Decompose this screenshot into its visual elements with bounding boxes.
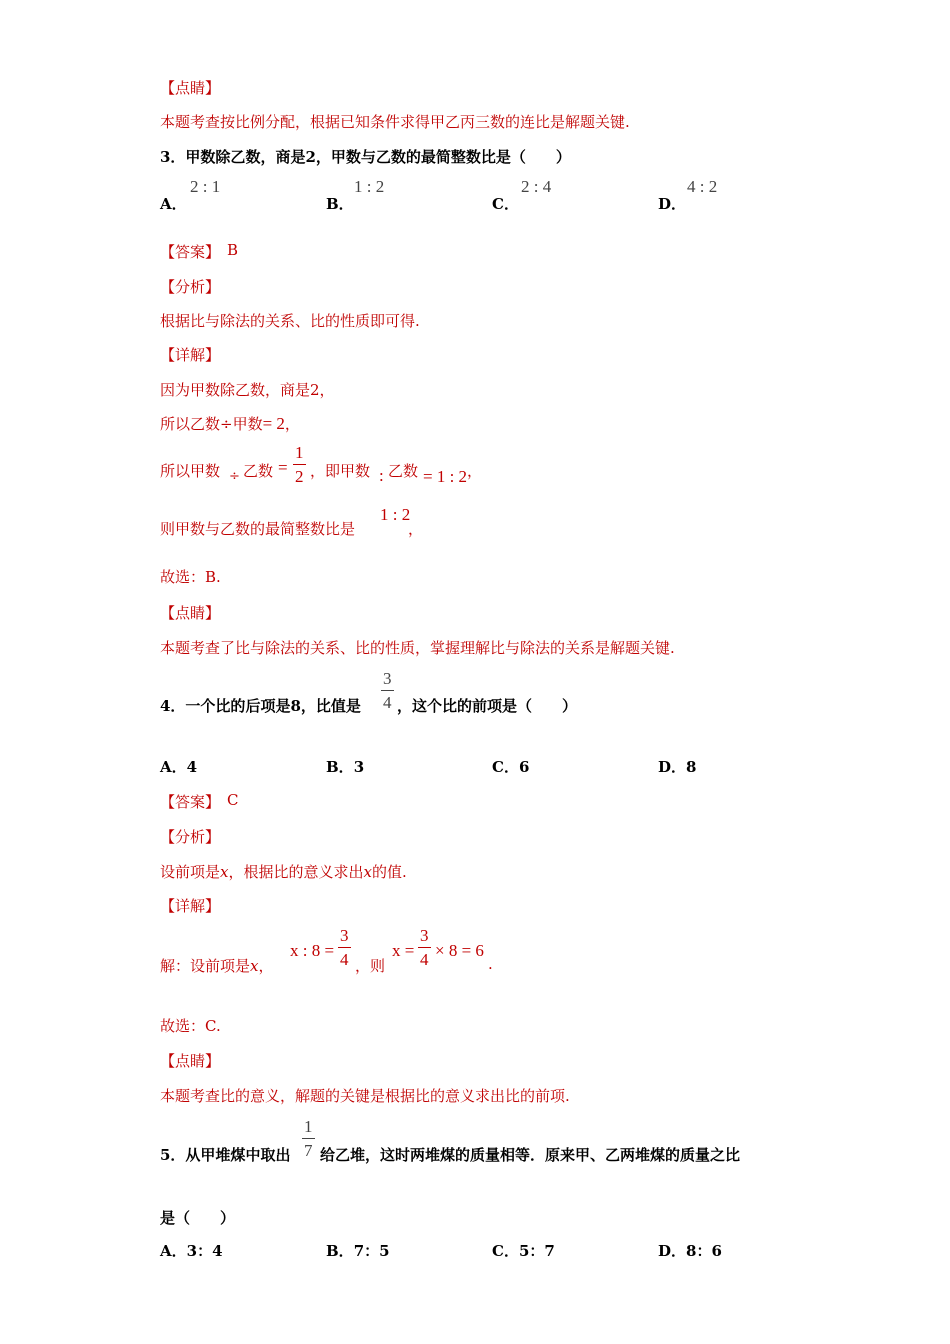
q3-option-a-value: 2 : 1 (190, 177, 221, 196)
q3-line2-text: 所以乙数÷甲数 (160, 415, 263, 433)
q3-line2-end: ， (284, 415, 300, 433)
q4-eq1-fraction (338, 927, 351, 968)
q3-line3-eq: = (278, 458, 288, 477)
q3-line3-a: 所以甲数 (160, 462, 221, 480)
q4-answer-label: 【答案】 (160, 793, 221, 811)
fraction-bar (381, 690, 394, 691)
fraction-bar (293, 464, 306, 465)
q4-eq2-lhs: x = (392, 941, 415, 960)
q5-option-a: A．3：4 (160, 1242, 223, 1260)
q4-eq2-den: 4 (420, 950, 429, 969)
q4-stem-b: ，这个比的前项是（ ） (397, 697, 578, 715)
q4-option-a: A．4 (160, 758, 198, 776)
q3-line3-div: ÷ (229, 469, 240, 484)
q3-option-a-letter: A． (160, 195, 187, 213)
q4-eq1-num: 3 (340, 926, 349, 945)
q3-answer-label: 【答案】 (160, 243, 221, 261)
fraction-bar (302, 1138, 315, 1139)
q5-option-c: C．5：7 (492, 1242, 555, 1260)
q3-line4-text: 则甲数与乙数的最简整数比是 (160, 520, 356, 538)
q4-eq2-fraction (418, 927, 431, 968)
q4-stem-a: 4．一个比的后项是8，比值是 (160, 697, 361, 715)
q4-frac-num: 3 (383, 669, 392, 688)
q4-solution-c: ，则 (355, 957, 386, 975)
q3-line3-fraction (293, 444, 306, 485)
q5-frac-num: 1 (304, 1117, 313, 1136)
q3-answer-value: B (227, 241, 239, 259)
q4-solution-a: 解：设前项是x， (160, 957, 274, 975)
q3-line4-end: ， (408, 520, 424, 538)
q3-option-d-value: 4 : 2 (687, 177, 718, 196)
q3-line3-frac-num: 1 (295, 443, 304, 462)
q5-option-d: D．8：6 (658, 1242, 722, 1260)
q4-eq1-lhs: x : 8 = (290, 941, 335, 960)
q3-stem: 3．甲数除乙数，商是2，甲数与乙数的最简整数比是（ ） (160, 148, 571, 166)
q5-stem-fraction (302, 1118, 315, 1159)
q4-frac-den: 4 (383, 693, 392, 712)
q5-frac-den: 7 (304, 1141, 313, 1160)
q4-dianjing-label: 【点睛】 (160, 1052, 221, 1070)
q5-option-b: B．7：5 (326, 1242, 390, 1260)
q3-detail-line-1: 因为甲数除乙数，商是2， (160, 381, 335, 399)
q4-option-b: B．3 (326, 758, 365, 776)
q4-solution-end: . (488, 955, 493, 973)
q3-dianjing-label: 【点睛】 (160, 604, 221, 622)
q4-xiangjie-label: 【详解】 (160, 897, 221, 915)
q4-eq1-den: 4 (340, 950, 349, 969)
q3-option-c-letter: C． (492, 195, 519, 213)
q3-line3-frac-den: 2 (295, 467, 304, 486)
fraction-bar (338, 947, 351, 948)
dianjing-text-q2: 本题考查按比例分配，根据已知条件求得甲乙丙三数的连比是解题关键. (160, 113, 630, 131)
q3-line2-math: = 2 (262, 414, 285, 433)
q3-fenxi-label: 【分析】 (160, 278, 221, 296)
q4-option-d: D．8 (658, 758, 697, 776)
q5-stem-c: 是（ ） (160, 1209, 236, 1227)
q3-line3-b: 乙数 (243, 462, 274, 480)
q3-line3-colon: : (379, 466, 384, 485)
fraction-bar (418, 947, 431, 948)
q3-fenxi-text: 根据比与除法的关系、比的性质即可得. (160, 312, 420, 330)
q3-option-b-letter: B． (326, 195, 354, 213)
q5-stem-a: 5．从甲堆煤中取出 (160, 1146, 291, 1164)
q4-option-c: C．6 (492, 758, 530, 776)
q4-fenxi-label: 【分析】 (160, 828, 221, 846)
q3-line3-d: 乙数 (388, 462, 419, 480)
q3-option-b-value: 1 : 2 (354, 177, 385, 196)
q3-line3-c: ，即甲数 (310, 462, 371, 480)
q3-xiangjie-label: 【详解】 (160, 346, 221, 364)
q3-option-c-value: 2 : 4 (521, 177, 552, 196)
q4-dianjing-text: 本题考查比的意义，解题的关键是根据比的意义求出比的前项. (160, 1087, 570, 1105)
dianjing-label-q2: 【点睛】 (160, 79, 221, 97)
q4-stem-fraction (381, 670, 394, 711)
q3-line3-end: ， (467, 462, 483, 480)
q4-guxuan: 故选：C. (160, 1017, 221, 1035)
q5-stem-b: 给乙堆，这时两堆煤的质量相等．原来甲、乙两堆煤的质量之比 (320, 1146, 741, 1164)
q3-line3-e: = 1 : 2 (423, 467, 468, 486)
q3-line4-math: 1 : 2 (380, 505, 411, 524)
q3-option-d-letter: D． (658, 195, 687, 213)
q3-dianjing-text: 本题考查了比与除法的关系、比的性质，掌握理解比与除法的关系是解题关键. (160, 639, 675, 657)
q4-eq2-rhs: × 8 = 6 (435, 941, 484, 960)
q3-guxuan: 故选：B. (160, 568, 221, 586)
q4-eq2-num: 3 (420, 926, 429, 945)
q3-detail-line-2 (160, 413, 300, 434)
q4-answer-value: C (227, 791, 239, 809)
q4-fenxi-text: 设前项是x，根据比的意义求出x的值. (160, 863, 407, 881)
